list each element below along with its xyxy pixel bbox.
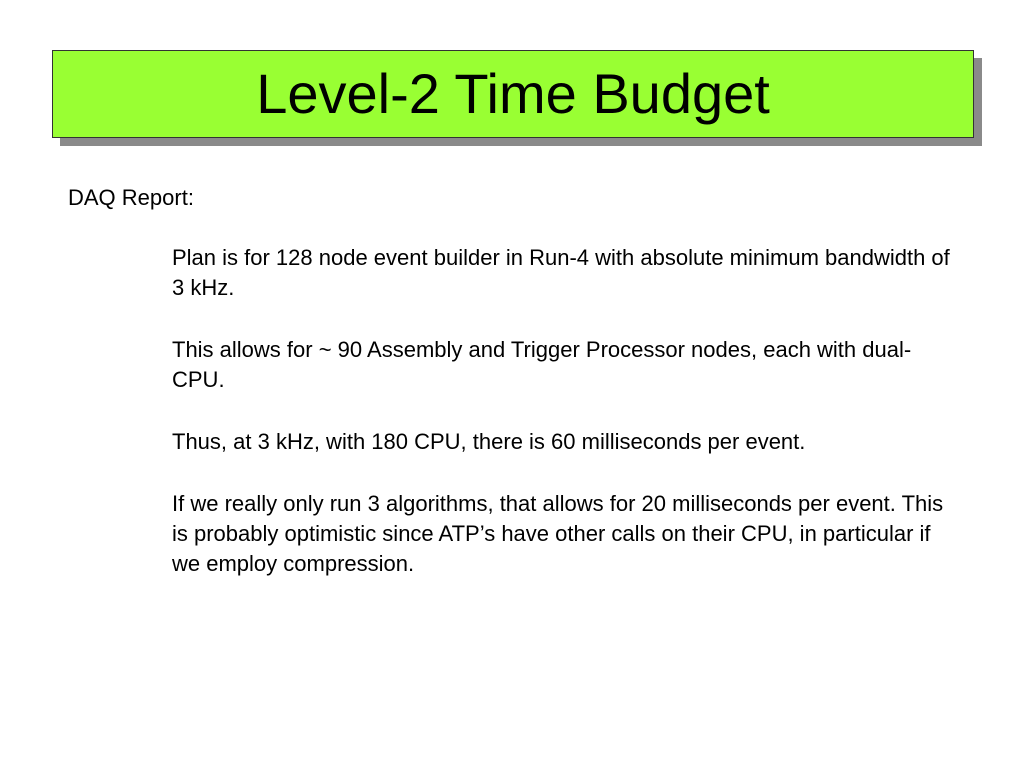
paragraph-1: Plan is for 128 node event builder in Run-4 with absolute minimum bandwidth of 3 kHz. (172, 245, 950, 300)
page-title: Level-2 Time Budget (256, 62, 770, 125)
paragraph-3: Thus, at 3 kHz, with 180 CPU, there is 60 milliseconds per event. (172, 429, 806, 454)
section-heading: DAQ Report: (68, 185, 194, 210)
paragraph-2: This allows for ~ 90 Assembly and Trigger Processor nodes, each with dual-CPU. (172, 337, 912, 392)
paragraph-4: If we really only run 3 algorithms, that allows for 20 milliseconds per event. This is probably optimistic since ATP’s have other calls on their CPU, in particular if we employ compression. (172, 491, 944, 576)
title-banner (52, 50, 974, 138)
